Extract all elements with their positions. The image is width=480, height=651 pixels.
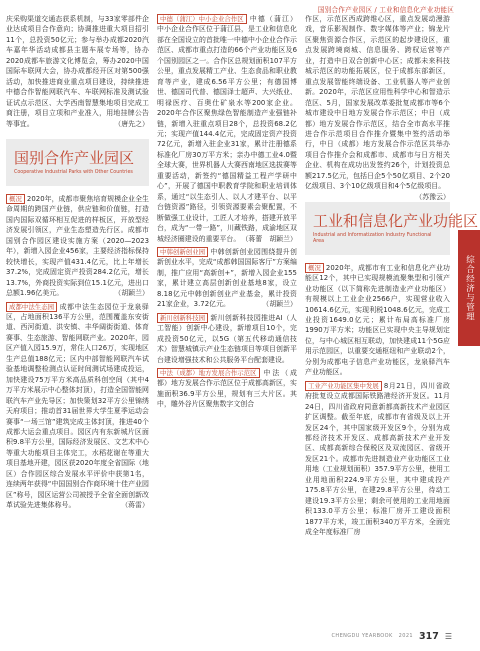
author-credit: （唐先之） [114, 119, 149, 128]
chapter-side-tab[interactable] [458, 230, 480, 346]
paragraph [305, 14, 450, 201]
paragraph [305, 263, 450, 378]
paragraph [6, 194, 149, 299]
column-1 [6, 14, 149, 514]
paragraph-text: 庆采购渠道交通态获系机制，与33家零部件企业达成项目合作意向；协调推进重大项目招引11个，总投资50亿元；参与举办成都2020汽车嘉年华活动成都县主题车展专场等，协办2020成都车旅游文化博览会，筹办2020中国国际车联网大会，协办成都经开区对第500强活动，加快推进商业重点项目建设，持续推进中德合作智能网联汽车、车联网标准及测试验证试点示范区、大学西南智慧集地项目完成工商注册，项目立项和产业准入，用地挂牌公告等事宜。 [6, 15, 149, 128]
paragraph [157, 247, 297, 310]
yearbook-name: CHENGDU YEARBOOK [331, 633, 393, 639]
paragraph-text: 作区，示范区西成跨维心区，重点发展动漫游戏，音乐影视制作、数字媒体等产业；锦龙片区聚焦资源合作区，示范区的起步建设区，重点发展跨境商城、信息服务、跨权运营等产业，打造中日双合创新中心区；成都未来科技城示范区的功能拓展区，位于成都东部新区，重点发展智能终端设备、工业机器人等产业创新。2020年，示范区应用性科学中心和智造示范区、5月，国家发展改革委批复成都市等6个城市建设中日地方发展合作示范区；中日（成都）地方发展合作示范区，结合全市高水平推进合作示范项目合作推介暨集中签约活动举行，中日（成都）地方发展合作示范区共举办项目合作推介会和成都市、成都市与日方相关企业、机构在成功出发签约26个，计划投资总额217.5亿元，包括日企5个50亿项目、2个20亿级项目、3个10亿级项目和4个5亿级项目。 [305, 15, 450, 191]
menu-icon: ☰ [444, 631, 452, 641]
author-credit: （苏豫云） [415, 192, 450, 201]
paragraph-text: 中韩创新创业园围绕提升创新创业水平，完成“成都韩国国际客厅”方案编制，推广应用“高新创+”，新增入园企业155家，累计建立高层创新创业基地8家，设立8.18亿元中韩创新创业产业基金，累计投资21家企业，3.72亿元。 [157, 247, 297, 309]
section-banner-industrial-functional-area [305, 202, 479, 255]
paragraph-text: 中德（蒲江）中小企业合作区位于蒲江县，是工业和信息化部在全国设立的首批唯一中德中小企业合作示范区、成都市重点打造的66个产业功能区及6个国别园区之一。合作区总规划面积107平方公里，重点发展精工产业、生态食品和职业教育等产业，建成6.56平方公里；有德国博世、德国司代普、德国泽士超声、大兴纸业、明禄医疗、百奥仕矿泉水等200家企业。2020年合作区聚焦绿色智能制造产业强链补链，新增入驻重点项目28个，总投资68.2亿元；实现产值144.4亿元，完成固定资产投资72亿元，新增入驻企业31家，累计注册德系标准化厂房30万平方米；亲办中德工业4.0暨全球大赛，世界机器人大赛西南地区选拔赛等重要活动，新签约“德国精益工程产学研中心”，开展了德国中职教育学院和职业培训体系，通过“以生态引人、以人才建平台、以平台链资源”路径，引领资源要素会聚配置，不断做强工业设计，工匠人才培养，搭建开放平台，成为“一带一路”，川藏铁路，成渝地区双城经济圈建设的重要平台。 [157, 15, 297, 243]
paragraph-heading: 概况 [6, 194, 25, 204]
column-2 [157, 14, 297, 413]
paragraph [157, 313, 297, 365]
section-title: 工业和信息化产业功能区 [313, 211, 479, 230]
paragraph-text: 中法（成都）地方发展合作示范区位于成都高新区，实施面积36.9平方公里，规划有三大片区。其中，雕外谷片区聚焦数字文创合 [157, 368, 297, 409]
paragraph-text: 2020年，成都市有工业和信息化产业功能区12个，其中已实现规模流聚集型和引领产业功能区（以下简称先进制造业产业功能区）有规模以上工业企业2566户，实现营业收入10614.6亿元，实现利税1048.6亿元，完成工业投资1649.0亿元；累计布局高标准厂房1990万平方米；功能区已实现中央主导规划定位，与中心城区相互联动，加快建成11个5G应用示范园区，以重要交通枢纽和产业联动2个，分别为成都电子信息产业功能区，龙泉驿汽车产业功能区。 [305, 263, 450, 377]
paragraph-heading: 工业产业功能区集中发展 [305, 381, 382, 391]
section-title: 国别合作产业园区 [14, 148, 135, 167]
paragraph-text: 2020年，成都市聚焦培育规模企业全生命周期的跨国产业链，供应链和价值链，打造国内国际双循环相互促进的样板区，开放型经济发展引领区，产业生态塑造先行区。成都市国别合作园区建设实施方案（2020—2023年），新增入园企业456家，主要经济指标保持较快增长，实现产值431.4亿元，比上年增长37.2%，完成固定资产投资284.2亿元，增长13.7%，外商投资实际到位15.1亿元，进出口总额1.96亿美元。 [6, 194, 149, 298]
paragraph-heading: 新川创新科技园 [157, 313, 208, 323]
page-footer [332, 629, 452, 643]
paragraph-heading: 成都中法生态园 [6, 302, 57, 312]
author-credit: （蒋蕾 胡颖兰） [241, 234, 297, 243]
author-credit: （蒋雷） [121, 501, 149, 510]
paragraph [157, 14, 297, 244]
paragraph [157, 368, 297, 410]
paragraph-heading: 中法（成都）地方发展合作示范区 [157, 368, 260, 378]
page-number: 317 [418, 630, 439, 642]
section-banner-cooperative-parks [6, 139, 149, 186]
author-credit: （胡颖兰） [114, 289, 149, 298]
paragraph [305, 381, 450, 538]
paragraph-text: 新川创新科技园推进AI（人工智能）创新中心建设，新增项目10个，完成投资50亿元，以5G（第五代移动通信技术）智慧城镇示产业生态链项目等项目创新平台建设增强技术和公共服务平台配套建设。 [157, 313, 297, 364]
chapter-tab-label: 综合经济与管理 [464, 254, 475, 322]
paragraph-text: 8月21日，四川省政府批复设立成都国际铁路港经济开发区。11月24日，四川省政府同意新都高新技术产业园区扩区调整。截至年底，成都市有省级及以上开发区24个，其中国家级开发区9个，分别为成都经济技术开发区、成都高新技术产业开发区、成都高新综合保税区及双流园区、省级开发区21个。成都市先进制造业产业功能区工业用地（工业规划面积）357.9平方公里，使用工业用地面积224.9平方公里，其中建成投产175.8平方公里，在建29.8平方公里，待动工建设19.3平方公里；剩余可使用的工业用地面积133.0平方公里；标准厂房开工建设面积1877平方米，竣工面积340万平方米，全面完成全年度标准厂房 [305, 381, 450, 537]
paragraph [6, 14, 149, 129]
paragraph-text: 成都中法生态园位于龙泉驿区，占地面积136平方公里，范围覆盖东安街道、西河街道、洪安镇、丰华阔街街道、体育赛事、生态旅游、智能网联产业。2020年，园区产值入园15.9万，常住人口26万，实现地区生产总值188亿元；区内中部智能网联汽车试验基地调整检测点认证时间测试场建成投运，加快建设75万平方米高品质科创空间（其中4万平方米展示中心整体封顶），打造全国智能网联汽车产业先导区；加快策划32平方公里锦绣天府项目；推动首31届世界大学生夏季运动会赛事“一场三馆”建筑完成主体封顶，推进40个成都大运会重点项目。园区内有东新城片区面积9.8平方公里，国际经济发展区、文艺术中心等重大功能项目主体完工，水稻花谢在等重大项目基地开建，园区获2020年度全省国际（地区）合作园区综合发展水平评价中获第1名，连续两年获得“中国国别合作商环境十佳产业园区”称号，园区运营公司被授予全省全面创新改革试验先进集体称号。 [6, 302, 149, 510]
paragraph-heading: 中德（蒲江）中小企业合作区 [157, 14, 247, 24]
section-subtitle: Industrial and Informatization Industry Functional Area [313, 232, 432, 244]
yearbook-year: 2021 [398, 633, 413, 639]
paragraph-heading: 概况 [305, 263, 324, 273]
section-subtitle: Cooperative Industrial Parks with Other Countries [14, 169, 133, 175]
running-head: 国别合作产业园区 / 工业和信息化产业功能区 [317, 6, 454, 14]
author-credit: （胡颖兰） [262, 300, 297, 309]
paragraph-heading: 中韩创新创业园 [157, 247, 208, 257]
paragraph [6, 302, 149, 511]
